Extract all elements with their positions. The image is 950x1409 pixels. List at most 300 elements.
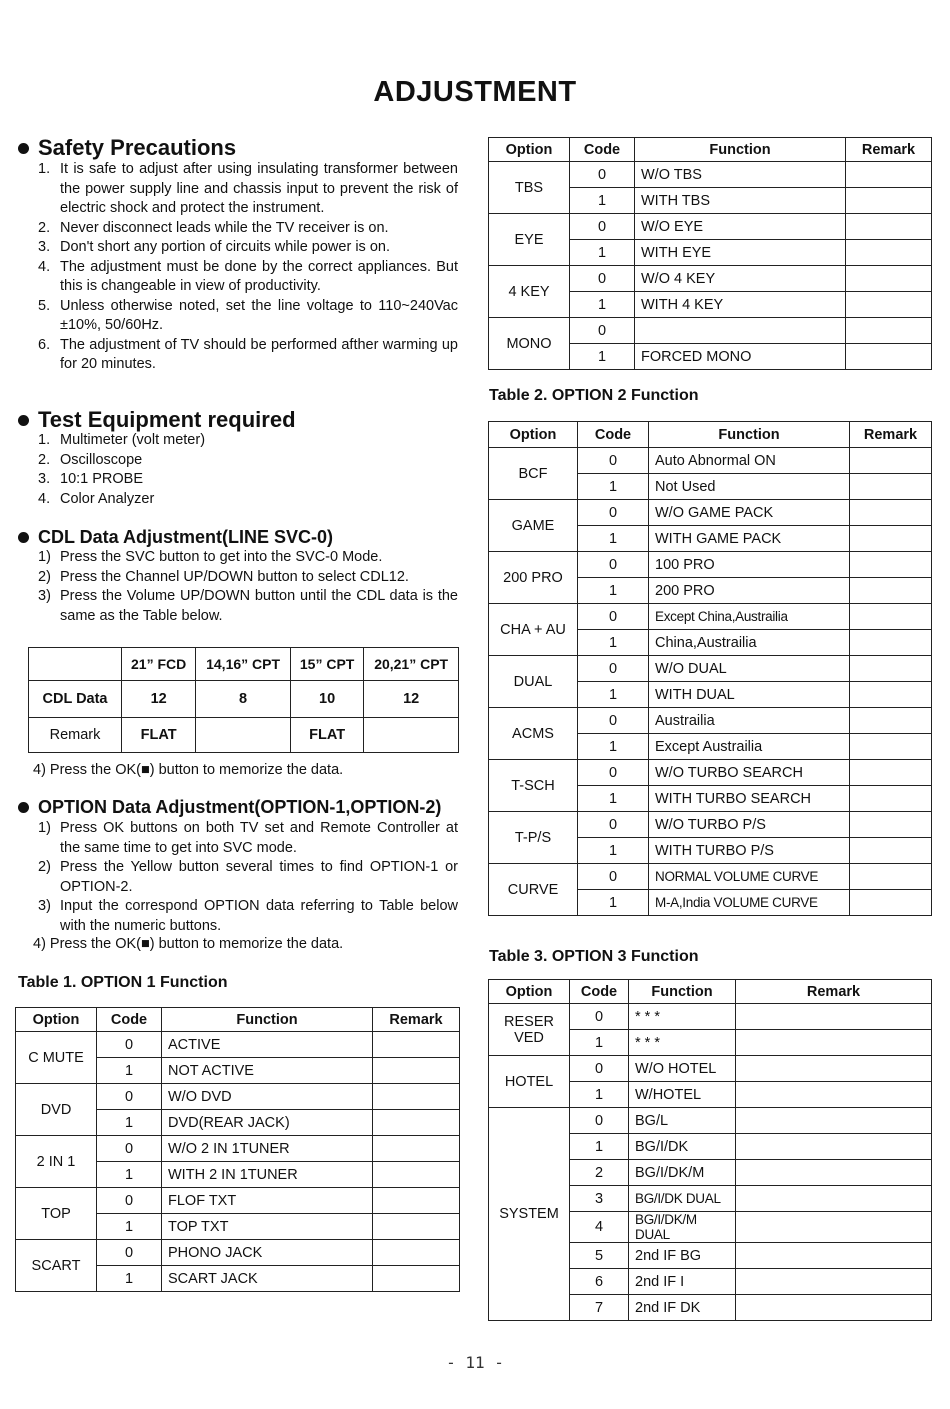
- remark-cell: [736, 1134, 932, 1160]
- option-cell: T-SCH: [489, 760, 578, 812]
- remark-cell: [373, 1240, 460, 1266]
- code-cell: 3: [570, 1186, 629, 1212]
- code-cell: 1: [97, 1058, 162, 1084]
- code-cell: 1: [578, 682, 649, 708]
- remark-cell: [736, 1108, 932, 1134]
- code-cell: 0: [578, 656, 649, 682]
- code-cell: 1: [570, 1082, 629, 1108]
- remark-cell: [850, 656, 932, 682]
- code-cell: 1: [578, 890, 649, 916]
- table-cell: FLAT: [122, 718, 196, 753]
- remark-cell: [373, 1058, 460, 1084]
- table-header: Remark: [850, 422, 932, 448]
- table-header: Function: [629, 980, 736, 1004]
- table-row: [16, 1240, 460, 1266]
- bullet-icon: [18, 143, 29, 154]
- list-item: [38, 336, 458, 375]
- table-header: Code: [570, 138, 635, 162]
- table-row: [489, 1056, 932, 1082]
- table-row: [489, 214, 932, 240]
- function-cell: Except Austrailia: [649, 734, 850, 760]
- table-header: Code: [97, 1008, 162, 1032]
- item-text: 10:1 PROBE: [60, 471, 144, 487]
- item-text: It is safe to adjust after using insulating transformer between the power supply line and chassis input to prevent the risk of electric shock and protect the instrument.: [60, 161, 458, 216]
- function-cell: WITH DUAL: [649, 682, 850, 708]
- function-cell: W/O 2 IN 1TUNER: [162, 1136, 373, 1162]
- remark-cell: [850, 682, 932, 708]
- table-row: [29, 718, 459, 753]
- function-cell: W/O TBS: [635, 162, 846, 188]
- remark-cell: [850, 786, 932, 812]
- item-text: Color Analyzer: [60, 490, 155, 507]
- remark-cell: [846, 266, 932, 292]
- function-cell: TOP TXT: [162, 1214, 373, 1240]
- option-list: [38, 819, 458, 936]
- table-row: [16, 1136, 460, 1162]
- code-cell: 0: [578, 760, 649, 786]
- remark-cell: [846, 214, 932, 240]
- list-item: [38, 587, 458, 626]
- remark-cell: [373, 1214, 460, 1240]
- table-row: [489, 500, 932, 526]
- code-cell: 0: [570, 162, 635, 188]
- option-cell: ACMS: [489, 708, 578, 760]
- list-item: [38, 297, 458, 336]
- table-row: [489, 864, 932, 890]
- remark-cell: [850, 578, 932, 604]
- list-item: [38, 451, 458, 471]
- cdl-table: [28, 647, 459, 753]
- remark-cell: [850, 734, 932, 760]
- table-header: Option: [489, 138, 570, 162]
- list-item: [38, 258, 458, 297]
- remark-cell: [850, 474, 932, 500]
- code-cell: 0: [570, 266, 635, 292]
- item-number: 2.: [38, 219, 51, 236]
- code-cell: 1: [578, 838, 649, 864]
- function-cell: WITH GAME PACK: [649, 526, 850, 552]
- item-number: 4.: [38, 490, 51, 507]
- function-cell: WITH TURBO P/S: [649, 838, 850, 864]
- table-cell: 10: [290, 681, 363, 718]
- code-cell: 0: [97, 1188, 162, 1214]
- remark-cell: [736, 1160, 932, 1186]
- remark-cell: [373, 1266, 460, 1292]
- remark-cell: [846, 292, 932, 318]
- remark-cell: [736, 1082, 932, 1108]
- code-cell: 0: [97, 1032, 162, 1058]
- list-item: [38, 568, 458, 588]
- remark-cell: [373, 1162, 460, 1188]
- list-item: [38, 548, 458, 568]
- table-header: 21” FCD: [122, 648, 196, 681]
- function-cell: 2nd IF BG: [629, 1243, 736, 1269]
- code-cell: 0: [578, 604, 649, 630]
- item-text: Press the Yellow button several times to find OPTION-1 or OPTION-2.: [60, 859, 458, 895]
- code-cell: 1: [570, 240, 635, 266]
- function-cell: BG/L: [629, 1108, 736, 1134]
- function-cell: 200 PRO: [649, 578, 850, 604]
- function-cell: SCART JACK: [162, 1266, 373, 1292]
- code-cell: 0: [578, 500, 649, 526]
- item-text: Never disconnect leads while the TV receiver is on.: [60, 219, 389, 236]
- function-cell: FORCED MONO: [635, 344, 846, 370]
- function-cell: W/O DVD: [162, 1084, 373, 1110]
- option-cell: BCF: [489, 448, 578, 500]
- option-cell: C MUTE: [16, 1032, 97, 1084]
- function-cell: WITH 2 IN 1TUNER: [162, 1162, 373, 1188]
- function-cell: ACTIVE: [162, 1032, 373, 1058]
- bullet-icon: [18, 802, 29, 813]
- code-cell: 6: [570, 1269, 629, 1295]
- list-item: [38, 238, 458, 258]
- item-number: 3): [38, 588, 51, 604]
- option2-table: [488, 421, 932, 916]
- option-cell: RESER VED: [489, 1004, 570, 1056]
- option1-table: [15, 1007, 460, 1292]
- table-header: Option: [489, 980, 570, 1004]
- remark-cell: [373, 1032, 460, 1058]
- code-cell: 0: [578, 448, 649, 474]
- item-text: Press the SVC button to get into the SVC-0 Mode.: [60, 549, 383, 565]
- option-cell: 2 IN 1: [16, 1136, 97, 1188]
- table-header: Remark: [846, 138, 932, 162]
- code-cell: 2: [570, 1160, 629, 1186]
- function-cell: FLOF TXT: [162, 1188, 373, 1214]
- remark-cell: [850, 890, 932, 916]
- table-row: [489, 1004, 932, 1030]
- remark-cell: [850, 604, 932, 630]
- option-cell: TOP: [16, 1188, 97, 1240]
- item-number: 1.: [38, 432, 51, 448]
- option-after: 4) Press the OK(■) button to memorize the data.: [33, 936, 344, 952]
- function-cell: W/O 4 KEY: [635, 266, 846, 292]
- function-cell: BG/I/DK/M: [629, 1160, 736, 1186]
- list-item: [38, 819, 458, 858]
- code-cell: 1: [570, 188, 635, 214]
- function-cell: W/O EYE: [635, 214, 846, 240]
- function-cell: BG/I/DK DUAL: [629, 1186, 736, 1212]
- bullet-icon: [18, 532, 29, 543]
- item-number: 6.: [38, 336, 51, 353]
- function-cell: W/O TURBO SEARCH: [649, 760, 850, 786]
- table-row: [489, 318, 932, 344]
- function-cell: W/O GAME PACK: [649, 500, 850, 526]
- equipment-heading: [18, 407, 296, 433]
- item-number: 3.: [38, 239, 51, 255]
- remark-cell: [373, 1084, 460, 1110]
- remark-cell: [736, 1295, 932, 1321]
- remark-cell: [736, 1269, 932, 1295]
- remark-cell: [846, 162, 932, 188]
- option-cell: MONO: [489, 318, 570, 370]
- table-header: Option: [489, 422, 578, 448]
- option-cell: SCART: [16, 1240, 97, 1292]
- table-row: [489, 604, 932, 630]
- item-number: 2): [38, 568, 51, 585]
- table-header-row: [16, 1008, 460, 1032]
- table-cell: CDL Data: [29, 681, 122, 718]
- list-item: [38, 897, 458, 936]
- table-row: [489, 266, 932, 292]
- item-text: The adjustment must be done by the correct appliances. But this is changeable in view of productivity.: [60, 258, 458, 294]
- item-text: Press the Channel UP/DOWN button to select CDL12.: [60, 568, 409, 585]
- remark-cell: [850, 838, 932, 864]
- table-header: Code: [570, 980, 629, 1004]
- item-number: 4.: [38, 258, 51, 275]
- item-number: 2.: [38, 451, 51, 468]
- remark-cell: [373, 1136, 460, 1162]
- remark-cell: [850, 760, 932, 786]
- function-cell: W/O HOTEL: [629, 1056, 736, 1082]
- code-cell: 0: [578, 552, 649, 578]
- list-item: [38, 219, 458, 239]
- code-cell: 1: [578, 526, 649, 552]
- function-cell: WITH EYE: [635, 240, 846, 266]
- table-header: Function: [649, 422, 850, 448]
- table-header: Remark: [373, 1008, 460, 1032]
- remark-cell: [736, 1186, 932, 1212]
- list-item: [38, 470, 458, 490]
- table-header-row: [489, 138, 932, 162]
- table-cell: Remark: [29, 718, 122, 753]
- table-row: [489, 812, 932, 838]
- function-cell: W/O TURBO P/S: [649, 812, 850, 838]
- remark-cell: [373, 1110, 460, 1136]
- table-header: Code: [578, 422, 649, 448]
- item-number: 3.: [38, 471, 51, 487]
- table-cell: FLAT: [290, 718, 363, 753]
- code-cell: 4: [570, 1212, 629, 1243]
- table-row: [489, 656, 932, 682]
- page-title: ADJUSTMENT: [373, 76, 577, 108]
- code-cell: 0: [578, 812, 649, 838]
- function-cell: BG/I/DK/M DUAL: [629, 1212, 736, 1243]
- option-cell: 200 PRO: [489, 552, 578, 604]
- item-number: 1.: [38, 161, 51, 177]
- option-cell: DVD: [16, 1084, 97, 1136]
- item-text: Unless otherwise noted, set the line voltage to 110~240Vac ±10%, 50/60Hz.: [60, 297, 458, 333]
- function-cell: M-A,India VOLUME CURVE: [649, 890, 850, 916]
- item-text: Multimeter (volt meter): [60, 432, 206, 448]
- function-cell: BG/I/DK: [629, 1134, 736, 1160]
- item-number: 1): [38, 549, 51, 565]
- function-cell: China,Austrailia: [649, 630, 850, 656]
- list-item: [38, 160, 458, 219]
- table-header-row: [489, 980, 932, 1004]
- code-cell: 0: [570, 1108, 629, 1134]
- remark-cell: [850, 630, 932, 656]
- function-cell: 100 PRO: [649, 552, 850, 578]
- option-heading: [18, 797, 441, 818]
- list-item: [38, 490, 458, 510]
- remark-cell: [846, 344, 932, 370]
- equipment-heading-text: Test Equipment required: [38, 407, 296, 432]
- remark-cell: [736, 1056, 932, 1082]
- code-cell: 1: [570, 1134, 629, 1160]
- code-cell: 1: [570, 292, 635, 318]
- code-cell: 1: [97, 1162, 162, 1188]
- cdl-heading: [18, 527, 333, 548]
- item-text: Oscilloscope: [60, 451, 143, 468]
- table-cell: 12: [122, 681, 196, 718]
- table-header: Remark: [736, 980, 932, 1004]
- remark-cell: [373, 1188, 460, 1214]
- item-text: Don't short any portion of circuits while power is on.: [60, 239, 390, 255]
- safety-heading-text: Safety Precautions: [38, 135, 237, 160]
- table-cell: [196, 718, 291, 753]
- remark-cell: [736, 1004, 932, 1030]
- table-header: 14,16” CPT: [196, 648, 291, 681]
- table-header: 15” CPT: [290, 648, 363, 681]
- code-cell: 0: [578, 864, 649, 890]
- table-header: Function: [635, 138, 846, 162]
- function-cell: PHONO JACK: [162, 1240, 373, 1266]
- item-number: 3): [38, 898, 51, 914]
- item-text: Press OK buttons on both TV set and Remote Controller at the same time to get into SVC mode.: [60, 820, 458, 856]
- item-number: 5.: [38, 297, 51, 314]
- remark-cell: [850, 448, 932, 474]
- option-cell: CHA + AU: [489, 604, 578, 656]
- table-row: [489, 162, 932, 188]
- code-cell: 1: [97, 1214, 162, 1240]
- function-cell: [635, 318, 846, 344]
- option-top-table: [488, 137, 932, 370]
- option-cell: CURVE: [489, 864, 578, 916]
- table-row: [29, 648, 459, 681]
- remark-cell: [846, 188, 932, 214]
- item-number: 2): [38, 859, 51, 875]
- code-cell: 0: [570, 214, 635, 240]
- function-cell: W/HOTEL: [629, 1082, 736, 1108]
- table-header: [29, 648, 122, 681]
- code-cell: 5: [570, 1243, 629, 1269]
- option-cell: SYSTEM: [489, 1108, 570, 1321]
- option-cell: HOTEL: [489, 1056, 570, 1108]
- table-row: [489, 708, 932, 734]
- table-header: Function: [162, 1008, 373, 1032]
- option-cell: EYE: [489, 214, 570, 266]
- option3-table: [488, 979, 932, 1321]
- table-row: [29, 681, 459, 718]
- safety-list: [38, 160, 458, 375]
- code-cell: 0: [97, 1084, 162, 1110]
- function-cell: W/O DUAL: [649, 656, 850, 682]
- option-cell: GAME: [489, 500, 578, 552]
- function-cell: NORMAL VOLUME CURVE: [649, 864, 850, 890]
- code-cell: 1: [578, 474, 649, 500]
- function-cell: Not Used: [649, 474, 850, 500]
- item-text: The adjustment of TV should be performed afther warming up for 20 minutes.: [60, 336, 458, 372]
- cdl-list: [38, 548, 458, 626]
- page-number: - 11 -: [446, 1353, 504, 1372]
- code-cell: 0: [570, 1056, 629, 1082]
- function-cell: Except China,Austrailia: [649, 604, 850, 630]
- option-cell: TBS: [489, 162, 570, 214]
- code-cell: 1: [578, 630, 649, 656]
- table2-caption: Table 2. OPTION 2 Function: [489, 387, 699, 404]
- code-cell: 0: [570, 318, 635, 344]
- code-cell: 1: [97, 1266, 162, 1292]
- bullet-icon: [18, 415, 29, 426]
- code-cell: 1: [578, 578, 649, 604]
- item-number: 1): [38, 820, 51, 836]
- remark-cell: [846, 240, 932, 266]
- table-cell: 8: [196, 681, 291, 718]
- table-row: [16, 1188, 460, 1214]
- table-row: [489, 1108, 932, 1134]
- table-row: [489, 760, 932, 786]
- table1-caption: Table 1. OPTION 1 Function: [18, 974, 228, 991]
- remark-cell: [846, 318, 932, 344]
- list-item: [38, 858, 458, 897]
- code-cell: 0: [578, 708, 649, 734]
- remark-cell: [850, 812, 932, 838]
- code-cell: 1: [570, 1030, 629, 1056]
- code-cell: 1: [578, 786, 649, 812]
- function-cell: Austrailia: [649, 708, 850, 734]
- function-cell: WITH TBS: [635, 188, 846, 214]
- function-cell: WITH 4 KEY: [635, 292, 846, 318]
- option-cell: DUAL: [489, 656, 578, 708]
- function-cell: 2nd IF I: [629, 1269, 736, 1295]
- item-text: Press the Volume UP/DOWN button until the CDL data is the same as the Table below.: [60, 588, 458, 624]
- code-cell: 1: [578, 734, 649, 760]
- remark-cell: [736, 1030, 932, 1056]
- table-row: [489, 552, 932, 578]
- code-cell: 0: [97, 1240, 162, 1266]
- table-row: [16, 1084, 460, 1110]
- function-cell: WITH TURBO SEARCH: [649, 786, 850, 812]
- table-cell: [364, 718, 459, 753]
- function-cell: * * *: [629, 1030, 736, 1056]
- code-cell: 0: [570, 1004, 629, 1030]
- list-item: [38, 431, 458, 451]
- option-cell: T-P/S: [489, 812, 578, 864]
- item-text: Input the correspond OPTION data referring to Table below with the numeric buttons.: [60, 898, 458, 934]
- function-cell: NOT ACTIVE: [162, 1058, 373, 1084]
- table-header: 20,21” CPT: [364, 648, 459, 681]
- remark-cell: [850, 526, 932, 552]
- table3-caption: Table 3. OPTION 3 Function: [489, 948, 699, 965]
- remark-cell: [736, 1212, 932, 1243]
- function-cell: Auto Abnormal ON: [649, 448, 850, 474]
- table-header-row: [489, 422, 932, 448]
- remark-cell: [850, 708, 932, 734]
- remark-cell: [850, 500, 932, 526]
- code-cell: 0: [97, 1136, 162, 1162]
- function-cell: * * *: [629, 1004, 736, 1030]
- option-heading-text: OPTION Data Adjustment(OPTION-1,OPTION-2): [38, 797, 442, 817]
- code-cell: 1: [97, 1110, 162, 1136]
- table-header: Option: [16, 1008, 97, 1032]
- function-cell: DVD(REAR JACK): [162, 1110, 373, 1136]
- cdl-after: 4) Press the OK(■) button to memorize the data.: [33, 762, 344, 778]
- function-cell: 2nd IF DK: [629, 1295, 736, 1321]
- remark-cell: [736, 1243, 932, 1269]
- table-row: [489, 448, 932, 474]
- safety-heading: [18, 135, 236, 161]
- equipment-list: [38, 431, 458, 509]
- remark-cell: [850, 864, 932, 890]
- code-cell: 7: [570, 1295, 629, 1321]
- table-row: [16, 1032, 460, 1058]
- remark-cell: [850, 552, 932, 578]
- option-cell: 4 KEY: [489, 266, 570, 318]
- cdl-heading-text: CDL Data Adjustment(LINE SVC-0): [38, 527, 334, 547]
- table-cell: 12: [364, 681, 459, 718]
- code-cell: 1: [570, 344, 635, 370]
